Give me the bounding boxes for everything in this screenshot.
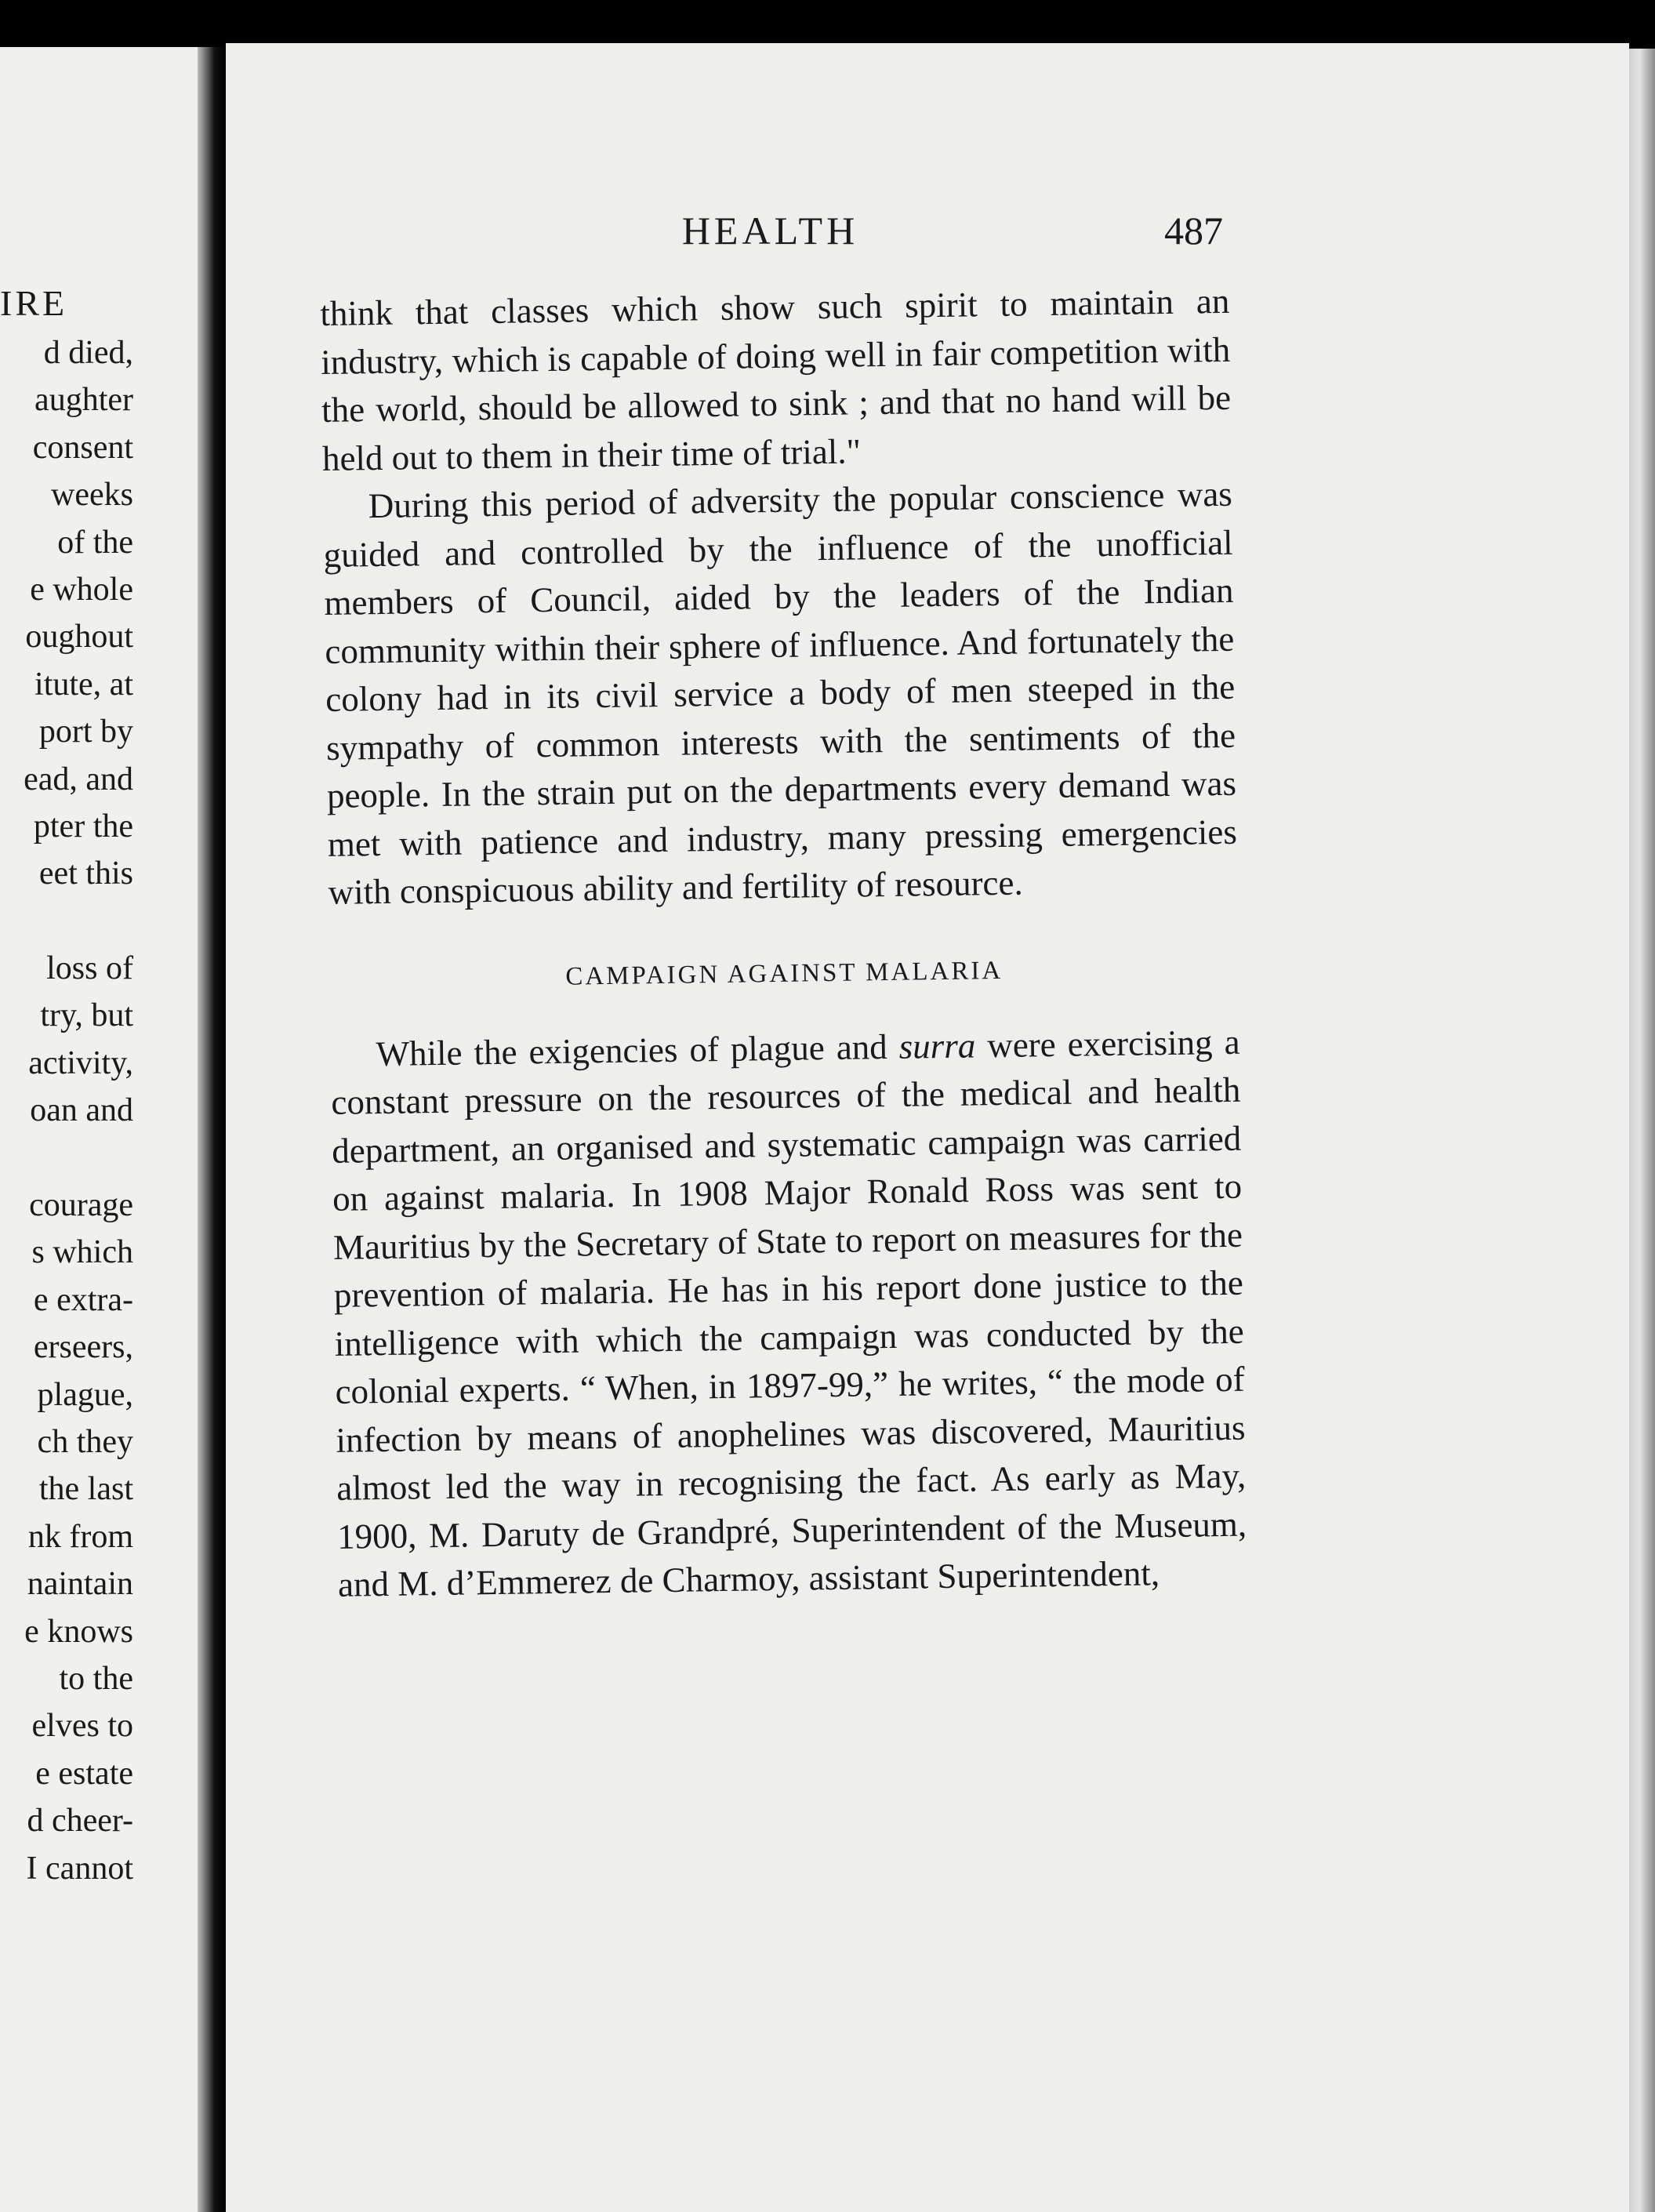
page-number: 487	[1164, 209, 1223, 252]
facing-line: e extra-	[33, 1281, 133, 1318]
section-heading: CAMPAIGN AGAINST MALARIA	[565, 956, 1004, 991]
facing-line: the last	[38, 1471, 133, 1508]
facing-line: s which	[31, 1234, 133, 1271]
facing-line: ch they	[37, 1423, 133, 1460]
facing-line: port by	[38, 714, 133, 750]
facing-line: ead, and	[24, 761, 133, 797]
paragraph: During this period of adversity the popular conscience was guided and controlled by the influence of the unofficial members of Council, aided by the leaders of the Indian community within their sphere of influence. And fortunately the colony had in its civil service a body of men steeped in the sympathy of common interests with the sentiments of the people. In the strain put on the departments every demand was met with patience and industry, many pressing emergencies with conspicuous ability and fertility of resource.	[323, 474, 1238, 912]
facing-page-running-head: IRE	[0, 283, 68, 323]
facing-line: d died,	[43, 335, 133, 371]
facing-line: to the	[59, 1660, 133, 1697]
facing-line: elves to	[31, 1708, 133, 1745]
paragraph	[330, 1018, 1247, 1609]
facing-page	[0, 47, 198, 2212]
facing-line-gap	[0, 898, 133, 945]
facing-line: weeks	[51, 477, 133, 514]
facing-line: eet this	[38, 855, 133, 892]
facing-line: of the	[57, 524, 133, 561]
facing-line: e whole	[30, 571, 133, 608]
running-title: HEALTH	[681, 209, 859, 252]
facing-line: activity,	[28, 1044, 133, 1081]
facing-line: aughter	[34, 382, 133, 419]
facing-line: consent	[32, 429, 133, 466]
facing-line-gap	[0, 1135, 133, 1182]
facing-line: e estate	[35, 1755, 133, 1792]
facing-line: e knows	[24, 1613, 133, 1650]
facing-line: try, but	[40, 997, 133, 1034]
page-body	[320, 278, 1247, 1610]
facing-line: oan and	[30, 1092, 133, 1129]
facing-line: loss of	[46, 950, 133, 987]
paragraph-text: While the exigencies of plague and	[376, 1026, 900, 1073]
book-gutter	[198, 47, 226, 2212]
facing-line: courage	[29, 1187, 133, 1224]
running-header	[318, 208, 1223, 263]
facing-line: itute, at	[34, 666, 133, 703]
paragraph-text: were exercising a constant pressure on the resources of the medical and health department, an organised and systematic campaign was carried on against malaria. In 1908 Major Ronald Ross was sent to Mauritius by the Secretary of State to report on measures for the prevention of malaria. He has in his report done justice to the intelligence with which the campaign was conducted by the colonial experts. “ When, in 1897-99,” he writes, “ the mode of infection by means of anophelines was discovered, Mauritius almost led the way in recognising the fact. As early as May, 1900, M. Daruty de Grandpré, Superintendent of the Museum, and M. d’Emmerez de Charmoy, assistant Superintendent,	[331, 1022, 1247, 1604]
facing-line: d cheer-	[27, 1803, 133, 1840]
facing-line: pter the	[33, 808, 133, 844]
italic-term: surra	[898, 1025, 976, 1066]
facing-line: naintain	[27, 1566, 133, 1603]
paragraph: think that classes which show such spirit to maintain an industry, which is capable of doing well in fair competition with the world, should be allowed to sink ; and that no hand will be held out to them in their time of trial."	[320, 281, 1232, 478]
facing-line: oughout	[25, 619, 133, 656]
facing-line: erseers,	[33, 1329, 133, 1366]
facing-line: plague,	[37, 1376, 133, 1413]
page-edge	[1629, 49, 1655, 2212]
facing-page-text	[0, 329, 133, 1892]
facing-line: nk from	[27, 1518, 133, 1555]
facing-line: I cannot	[26, 1850, 133, 1887]
